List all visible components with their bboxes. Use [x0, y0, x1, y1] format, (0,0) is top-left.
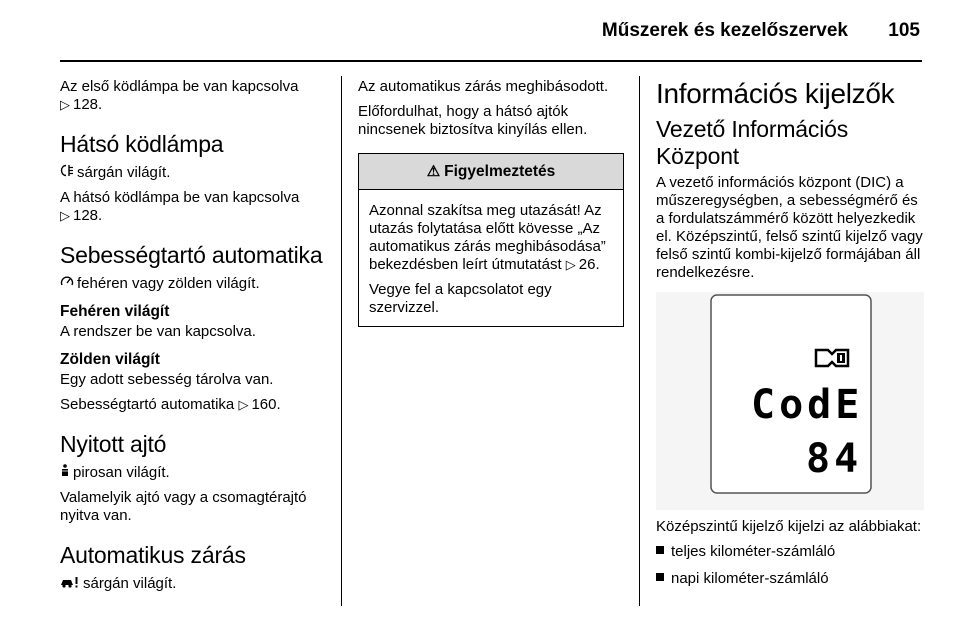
paragraph: [369, 202, 613, 274]
cruise-control-icon: [60, 274, 74, 292]
warning-triangle-icon: ⚠: [426, 163, 441, 180]
column-left: [60, 78, 328, 600]
warning-box: [358, 153, 624, 327]
cruise-ref-text: Sebességtartó automatika: [60, 396, 235, 413]
page-ref-icon: ▷: [565, 257, 576, 272]
rear-fog-text: A hátsó ködlámpa be van kapcsolva: [60, 189, 300, 206]
warning-title: Figyelmeztetés: [444, 163, 556, 180]
header-rule: [60, 60, 922, 62]
page-ref-icon: ▷: [60, 97, 70, 112]
page-number: 105: [888, 20, 920, 41]
paragraph: [60, 396, 328, 414]
front-fog-text: Az első ködlámpa be van kapcsolva: [60, 78, 299, 95]
column-divider: [639, 76, 640, 606]
list-item-text: napi kilométer-számláló: [671, 570, 829, 587]
page-ref: 160.: [251, 396, 281, 413]
autolock-status: sárgán világít.: [83, 575, 177, 592]
page-ref: 128.: [73, 96, 103, 113]
dic-caption: Középszintű kijelző kijelzi az alábbiakat:: [656, 518, 922, 535]
page-ref: 128.: [73, 207, 103, 224]
section-heading-autolock: Automatikus zárás: [60, 542, 246, 568]
page-ref-icon: ▷: [238, 397, 249, 412]
subheading-white: Fehéren világít: [60, 303, 170, 320]
bullet-square-icon: [656, 573, 664, 581]
subheading-green: Zölden világít: [60, 351, 160, 368]
dic-intro-text: A vezető információs központ (DIC) a műszeregységben, a sebességmérő és a fordulatszámmérő között helyezkedik el. Középszintű, felső szintű kijelző vagy felső szintű kombi-kijelző formájában áll rendelkezésre.: [656, 174, 923, 281]
warning-body: [359, 190, 623, 326]
paragraph: [60, 163, 328, 182]
warning-contact-text: Vegye fel a kapcsolatot egy szervizzel.: [369, 281, 552, 316]
door-text: Valamelyik ajtó vagy a csomagtérajtó nyitva van.: [60, 489, 307, 524]
paragraph: [60, 189, 328, 225]
warning-text: Azonnal szakítsa meg utazását! Az utazás folytatása előtt kövesse „Az automatikus zárás meghibásodása” bekezdésben leírt útmutatást: [369, 202, 606, 273]
warning-header: [359, 154, 623, 190]
list-item-text: teljes kilométer-számláló: [671, 543, 836, 560]
list-item: [656, 543, 924, 561]
section-heading-cruise: Sebességtartó automatika: [60, 242, 323, 268]
list-item: [656, 570, 924, 588]
section-heading-door: Nyitott ajtó: [60, 431, 167, 457]
paragraph: [60, 463, 328, 482]
column-divider: [341, 76, 342, 606]
door-status: pirosan világít.: [73, 464, 170, 481]
cruise-status: fehéren vagy zölden világít.: [77, 275, 260, 292]
door-open-icon: [60, 463, 70, 481]
display-line-1: CodE: [751, 382, 864, 428]
dic-display-figure: [656, 292, 924, 510]
page-header: [0, 0, 960, 60]
rear-fog-status: sárgán világít.: [77, 164, 171, 181]
section-heading-dic: Vezető Információs Központ: [656, 116, 849, 169]
rear-fog-lamp-icon: [60, 163, 74, 181]
autolock-warning-icon: [60, 574, 80, 592]
cruise-green-text: Egy adott sebesség tárolva van.: [60, 371, 274, 388]
header-title: Műszerek és kezelőszervek: [601, 20, 848, 41]
bullet-square-icon: [656, 546, 664, 554]
page-ref-icon: ▷: [60, 208, 70, 223]
paragraph: [60, 78, 328, 114]
page-ref: 26.: [578, 256, 600, 273]
section-heading-info-displays: Információs kijelzők: [656, 78, 895, 109]
display-line-2: 84: [806, 436, 863, 482]
cruise-white-text: A rendszer be van kapcsolva.: [60, 323, 256, 340]
column-middle: [358, 78, 624, 327]
column-right: [656, 78, 924, 597]
rear-door-text: Előfordulhat, hogy a hátsó ajtók nincsenek biztosítva kinyílás ellen.: [358, 103, 588, 138]
autolock-fault-text: Az automatikus zárás meghibásodott.: [358, 78, 609, 95]
section-heading-rear-fog: Hátsó ködlámpa: [60, 131, 224, 157]
paragraph: [60, 274, 328, 293]
paragraph: [60, 574, 328, 593]
